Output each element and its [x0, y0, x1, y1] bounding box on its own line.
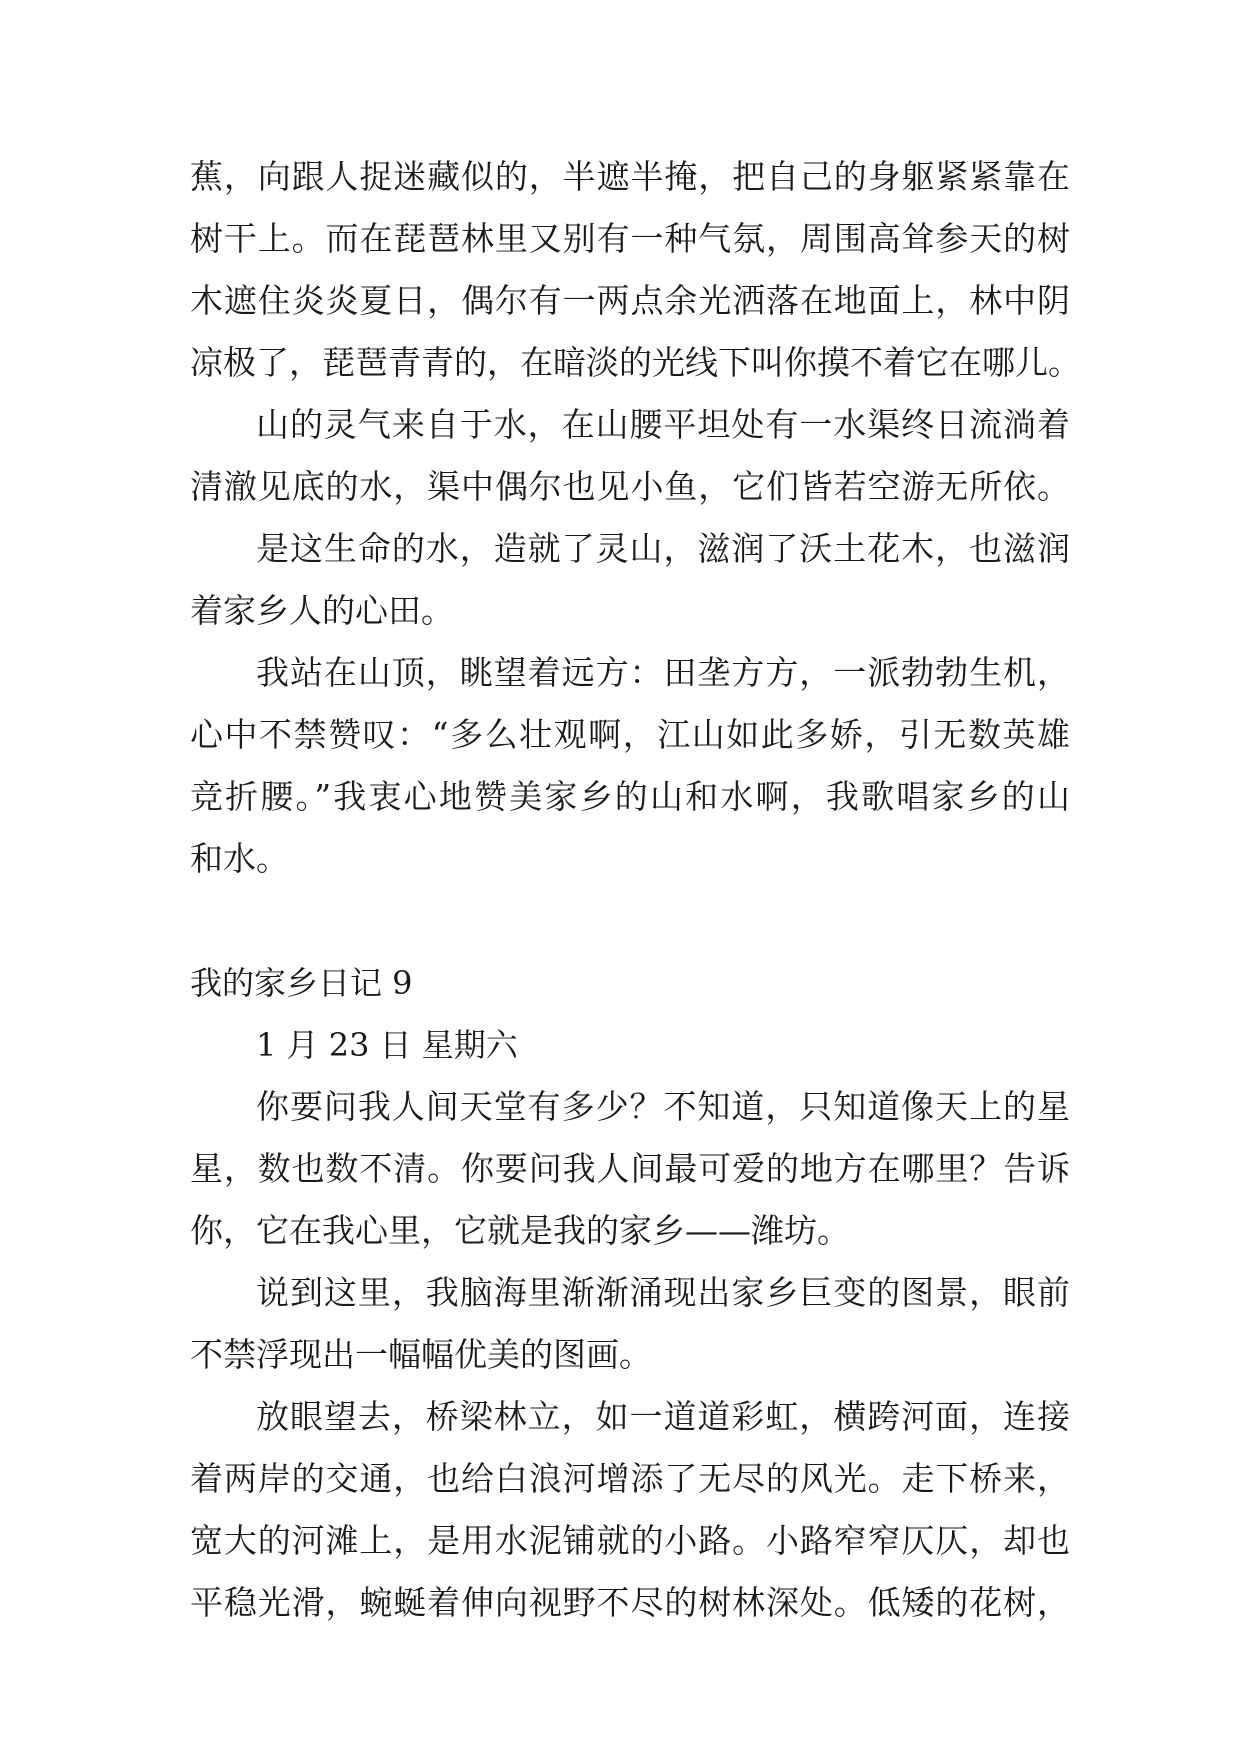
- text-line: 着两岸的交通，也给白浪河增添了无尽的风光。走下桥来，: [190, 1459, 1070, 1498]
- text-line: 清澈见底的水，渠中偶尔也见小鱼，它们皆若空游无所依。: [190, 467, 1070, 506]
- text-line: 木遮住炎炎夏日，偶尔有一两点余光洒落在地面上，林中阴: [190, 281, 1070, 320]
- text-line: 和水。: [190, 839, 289, 878]
- text-line: 不禁浮现出一幅幅优美的图画。: [190, 1335, 652, 1374]
- text-line: 我站在山顶，眺望着远方：田垄方方，一派勃勃生机，: [256, 653, 1070, 692]
- text-line: 平稳光滑，蜿蜒着伸向视野不尽的树林深处。低矮的花树，: [190, 1583, 1070, 1622]
- text-line: 你要问我人间天堂有多少？不知道，只知道像天上的星: [256, 1087, 1070, 1126]
- text-line: 你，它在我心里，它就是我的家乡——潍坊。: [190, 1211, 850, 1250]
- text-line: 星，数也数不清。你要问我人间最可爱的地方在哪里？告诉: [190, 1149, 1070, 1188]
- text-line: 山的灵气来自于水，在山腰平坦处有一水渠终日流淌着: [256, 405, 1070, 444]
- text-line: 蕉，向跟人捉迷藏似的，半遮半掩，把自己的身躯紧紧靠在: [190, 157, 1070, 196]
- text-line: 竞折腰。”我衷心地赞美家乡的山和水啊，我歌唱家乡的山: [190, 777, 1070, 816]
- text-line: 心中不禁赞叹：“多么壮观啊，江山如此多娇，引无数英雄: [190, 715, 1070, 754]
- text-line: 凉极了，琵琶青青的，在暗淡的光线下叫你摸不着它在哪儿。: [190, 343, 1081, 382]
- text-line: 是这生命的水，造就了灵山，滋润了沃土花木，也滋润: [256, 529, 1070, 568]
- date-line: 1 月 23 日 星期六: [256, 1026, 518, 1064]
- text-line: 放眼望去，桥梁林立，如一道道彩虹，横跨河面，连接: [256, 1397, 1070, 1436]
- text-line: 着家乡人的心田。: [190, 591, 454, 630]
- section-title: 我的家乡日记 9: [190, 964, 413, 1002]
- text-line: 树干上。而在琵琶林里又别有一种气氛，周围高耸参天的树: [190, 219, 1070, 258]
- text-line: 宽大的河滩上，是用水泥铺就的小路。小路窄窄仄仄，却也: [190, 1521, 1070, 1560]
- text-line: 说到这里，我脑海里渐渐涌现出家乡巨变的图景，眼前: [256, 1273, 1070, 1312]
